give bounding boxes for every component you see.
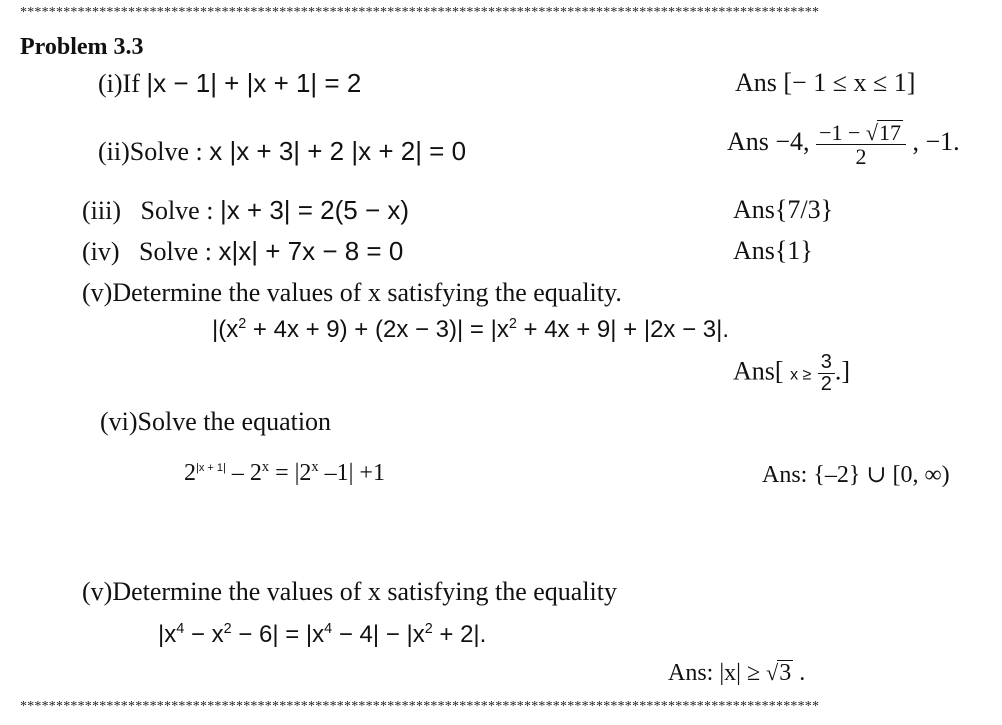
question-3 xyxy=(82,195,409,226)
answer-5 xyxy=(733,352,850,395)
question-3-label: (iii) xyxy=(82,196,121,225)
answer-2-fraction: $\frac{-1 - √17}{2}$ xyxy=(816,120,906,168)
answer-7-prefix: Ans: |x| ≥ xyxy=(668,660,761,686)
q5-eq-part-b: + 4x + 9) + (2x − 3)| = |x xyxy=(246,316,509,343)
question-4-solve: Solve : xyxy=(139,237,212,266)
question-2-expr: x |x + 3| + 2 |x + 2| = 0 xyxy=(209,136,467,166)
q5-sup-a: 2 xyxy=(238,316,247,332)
problem-title: Problem 3.3 xyxy=(20,34,144,60)
q5-eq-part-c: + 4x + 9| + |2x − 3|. xyxy=(516,316,730,343)
question-7-equation xyxy=(158,621,486,649)
q7-part-b: − x xyxy=(184,621,224,648)
q7-part-e: + 2|. xyxy=(432,621,487,648)
question-1-expr: |x − 1| + |x + 1| = 2 xyxy=(146,68,362,98)
question-4-label: (iv) xyxy=(82,237,120,266)
q7-sup-b: 2 xyxy=(223,621,232,637)
q6-tail: –1| +1 xyxy=(318,460,385,486)
answer-6: Ans: {–2} ∪ [0, ∞) xyxy=(762,462,950,488)
question-1-label: (i)If xyxy=(98,69,140,98)
answer-7-suffix: . xyxy=(799,660,806,686)
question-5-equation xyxy=(212,316,729,344)
question-5-text: (v)Determine the values of x satisfying the equality. xyxy=(82,278,622,307)
q6-exp2: x xyxy=(261,459,270,475)
q7-part-c: − 6| = |x xyxy=(231,621,325,648)
answer-2-prefix: Ans −4, xyxy=(727,127,810,157)
question-7-text: (v)Determine the values of x satisfying the equality xyxy=(82,577,618,606)
answer-5-fraction xyxy=(818,352,835,395)
q6-minus: – 2 xyxy=(225,460,262,486)
q6-eq: = |2 xyxy=(269,460,312,486)
question-1 xyxy=(98,68,361,99)
answer-1: Ans [− 1 ≤ x ≤ 1] xyxy=(735,68,916,97)
answer-3: Ans{7/3} xyxy=(733,195,834,224)
q7-sup-d: 2 xyxy=(424,621,433,637)
question-6-text: (vi)Solve the equation xyxy=(100,407,332,436)
answer-5-prefix: Ans[ xyxy=(733,356,784,386)
answer-2-suffix: , −1. xyxy=(912,127,960,157)
answer-5-mid: x ≥ xyxy=(790,366,812,384)
question-2 xyxy=(98,136,466,167)
question-4 xyxy=(82,236,403,267)
q6-exp1: |x + 1| xyxy=(196,462,226,474)
q5-sup-b: 2 xyxy=(508,316,517,332)
answer-7-sqrt: 3 xyxy=(779,660,792,686)
answer-5-suffix: .] xyxy=(834,356,851,386)
question-4-expr: x|x| + 7x − 8 = 0 xyxy=(218,236,404,266)
question-3-expr: |x + 3| = 2(5 − x) xyxy=(219,195,410,225)
q7-sup-a: 4 xyxy=(176,621,185,637)
answer-4: Ans{1} xyxy=(733,236,813,265)
answer-7: Ans: |x| ≥ √3 . xyxy=(668,660,806,686)
star-divider-bottom: *************************************************************************************************************** xyxy=(20,700,820,714)
q7-sup-c: 4 xyxy=(324,621,333,637)
q5-eq-part-a: |(x xyxy=(212,316,239,343)
question-6-equation xyxy=(184,460,385,487)
star-divider-top: *************************************************************************************************************** xyxy=(20,6,820,20)
question-2-label: (ii)Solve : xyxy=(98,137,203,166)
answer-2-denominator: 2 xyxy=(855,144,867,170)
q6-exp3: x xyxy=(311,459,319,475)
q7-part-a: |x xyxy=(158,621,177,648)
answer-5-numerator: 3 xyxy=(818,352,835,374)
answer-2 xyxy=(727,120,960,168)
answer-2-sqrt: 17 xyxy=(878,120,901,145)
answer-2-numerator: −1 − xyxy=(819,120,866,145)
question-3-solve: Solve : xyxy=(140,196,214,225)
answer-5-denominator: 2 xyxy=(820,373,832,395)
q7-part-d: − 4| − |x xyxy=(332,621,425,648)
q6-base: 2 xyxy=(184,460,196,486)
